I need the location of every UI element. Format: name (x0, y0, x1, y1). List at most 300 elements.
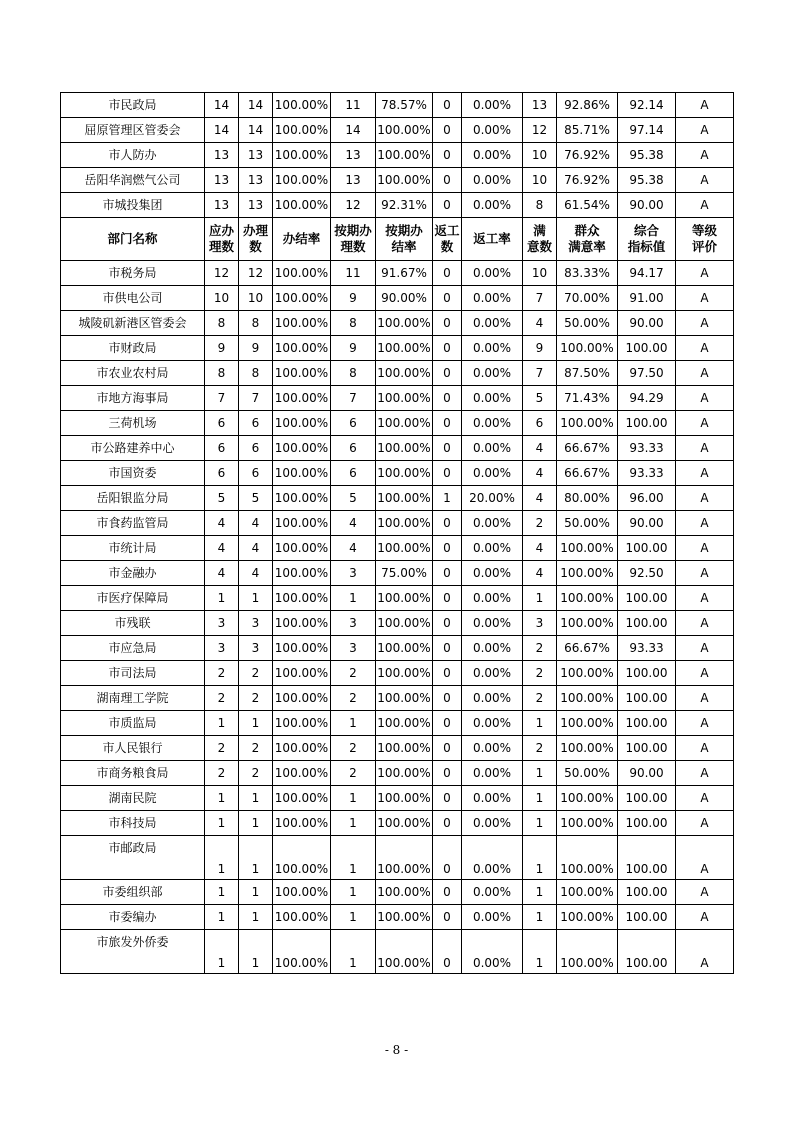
value-cell: 0.00% (462, 711, 523, 736)
value-cell: 1 (205, 905, 239, 930)
value-cell: 100.00% (376, 511, 433, 536)
value-cell: A (676, 286, 734, 311)
value-cell: A (676, 311, 734, 336)
value-cell: 100.00% (376, 336, 433, 361)
value-cell: 10 (239, 286, 273, 311)
value-cell: 1 (239, 836, 273, 880)
value-cell: A (676, 436, 734, 461)
value-cell: 92.50 (618, 561, 676, 586)
value-cell: 1 (523, 880, 557, 905)
value-cell: 50.00% (557, 761, 618, 786)
value-cell: 12 (523, 118, 557, 143)
value-cell: A (676, 736, 734, 761)
table-row (61, 811, 734, 836)
value-cell: 1 (239, 586, 273, 611)
value-cell: 1 (331, 905, 376, 930)
value-cell: 100.00% (376, 836, 433, 880)
value-cell: 14 (239, 93, 273, 118)
value-cell: 2 (205, 661, 239, 686)
value-cell: 90.00 (618, 761, 676, 786)
value-cell: 0.00% (462, 411, 523, 436)
header-cell: 按期办 理数 (331, 218, 376, 261)
department-cell: 屈原管理区管委会 (61, 118, 205, 143)
value-cell: 100.00% (557, 811, 618, 836)
value-cell: 0 (433, 686, 462, 711)
value-cell: 1 (523, 836, 557, 880)
value-cell: 100.00% (376, 761, 433, 786)
value-cell: 5 (523, 386, 557, 411)
value-cell: A (676, 386, 734, 411)
value-cell: 1 (523, 761, 557, 786)
value-cell: 90.00 (618, 311, 676, 336)
value-cell: 0.00% (462, 636, 523, 661)
value-cell: 12 (239, 261, 273, 286)
table-row (61, 168, 734, 193)
value-cell: 97.50 (618, 361, 676, 386)
value-cell: 66.67% (557, 436, 618, 461)
value-cell: 1 (205, 836, 239, 880)
value-cell: 10 (523, 261, 557, 286)
value-cell: 0 (433, 436, 462, 461)
value-cell: 100.00% (557, 561, 618, 586)
value-cell: 90.00% (376, 286, 433, 311)
value-cell: 0 (433, 461, 462, 486)
value-cell: 93.33 (618, 461, 676, 486)
value-cell: 3 (239, 611, 273, 636)
department-cell: 市医疗保障局 (61, 586, 205, 611)
table-row (61, 436, 734, 461)
value-cell: 100.00% (376, 611, 433, 636)
table-header-row (61, 218, 734, 261)
value-cell: 0.00% (462, 661, 523, 686)
department-performance-table (60, 92, 734, 974)
value-cell: 100.00% (273, 811, 331, 836)
department-cell: 岳阳华润燃气公司 (61, 168, 205, 193)
header-cell: 返工率 (462, 218, 523, 261)
value-cell: A (676, 93, 734, 118)
value-cell: 100.00% (376, 461, 433, 486)
value-cell: A (676, 193, 734, 218)
department-cell: 市科技局 (61, 811, 205, 836)
value-cell: 100.00% (376, 436, 433, 461)
value-cell: 4 (523, 436, 557, 461)
value-cell: 0.00% (462, 930, 523, 974)
value-cell: A (676, 711, 734, 736)
value-cell: 0 (433, 636, 462, 661)
table-row (61, 336, 734, 361)
value-cell: 4 (239, 511, 273, 536)
value-cell: 0 (433, 411, 462, 436)
table-row (61, 761, 734, 786)
table-row (61, 411, 734, 436)
value-cell: 71.43% (557, 386, 618, 411)
value-cell: 100.00% (376, 386, 433, 411)
value-cell: 7 (523, 286, 557, 311)
value-cell: 100.00% (376, 486, 433, 511)
value-cell: 13 (523, 93, 557, 118)
value-cell: 100.00% (273, 536, 331, 561)
value-cell: 4 (523, 536, 557, 561)
value-cell: A (676, 836, 734, 880)
value-cell: 7 (205, 386, 239, 411)
value-cell: A (676, 536, 734, 561)
value-cell: 100.00 (618, 336, 676, 361)
value-cell: 2 (523, 636, 557, 661)
value-cell: A (676, 905, 734, 930)
value-cell: A (676, 261, 734, 286)
value-cell: A (676, 143, 734, 168)
value-cell: 100.00% (273, 436, 331, 461)
value-cell: 4 (523, 461, 557, 486)
value-cell: 0.00% (462, 786, 523, 811)
value-cell: 85.71% (557, 118, 618, 143)
department-cell: 市委编办 (61, 905, 205, 930)
table-row (61, 386, 734, 411)
value-cell: 100.00% (273, 386, 331, 411)
value-cell: 1 (331, 711, 376, 736)
value-cell: 91.67% (376, 261, 433, 286)
value-cell: 0.00% (462, 686, 523, 711)
department-cell: 市司法局 (61, 661, 205, 686)
value-cell: 100.00% (273, 411, 331, 436)
value-cell: 100.00% (376, 661, 433, 686)
value-cell: A (676, 636, 734, 661)
value-cell: 8 (331, 311, 376, 336)
value-cell: 66.67% (557, 636, 618, 661)
table-row (61, 661, 734, 686)
value-cell: 100.00% (273, 586, 331, 611)
value-cell: 100.00 (618, 836, 676, 880)
value-cell: 100.00% (376, 711, 433, 736)
value-cell: 4 (239, 536, 273, 561)
value-cell: 95.38 (618, 168, 676, 193)
value-cell: 5 (239, 486, 273, 511)
value-cell: 0 (433, 336, 462, 361)
table-row (61, 786, 734, 811)
value-cell: 83.33% (557, 261, 618, 286)
table-row (61, 611, 734, 636)
value-cell: 1 (239, 930, 273, 974)
value-cell: 8 (331, 361, 376, 386)
value-cell: 1 (205, 930, 239, 974)
value-cell: 0.00% (462, 93, 523, 118)
value-cell: 2 (205, 736, 239, 761)
header-cell: 等级 评价 (676, 218, 734, 261)
value-cell: 4 (239, 561, 273, 586)
value-cell: 11 (331, 261, 376, 286)
value-cell: 100.00% (273, 636, 331, 661)
value-cell: 9 (205, 336, 239, 361)
value-cell: 100.00 (618, 930, 676, 974)
table-row (61, 686, 734, 711)
value-cell: 100.00% (376, 905, 433, 930)
value-cell: 75.00% (376, 561, 433, 586)
value-cell: 10 (523, 143, 557, 168)
value-cell: 93.33 (618, 436, 676, 461)
value-cell: 1 (523, 811, 557, 836)
value-cell: 9 (523, 336, 557, 361)
value-cell: 8 (205, 311, 239, 336)
value-cell: 100.00% (376, 168, 433, 193)
value-cell: 0 (433, 736, 462, 761)
value-cell: A (676, 411, 734, 436)
value-cell: 100.00% (557, 880, 618, 905)
value-cell: 1 (523, 711, 557, 736)
value-cell: 100.00% (557, 661, 618, 686)
value-cell: 8 (205, 361, 239, 386)
value-cell: 6 (205, 411, 239, 436)
value-cell: 0 (433, 511, 462, 536)
value-cell: 0.00% (462, 880, 523, 905)
value-cell: 2 (239, 761, 273, 786)
department-cell: 市旅发外侨委 (61, 930, 205, 974)
value-cell: 8 (239, 361, 273, 386)
value-cell: 100.00% (273, 611, 331, 636)
value-cell: 1 (205, 786, 239, 811)
value-cell: 92.86% (557, 93, 618, 118)
value-cell: 13 (239, 143, 273, 168)
value-cell: A (676, 486, 734, 511)
value-cell: 100.00% (376, 143, 433, 168)
value-cell: 7 (331, 386, 376, 411)
value-cell: 6 (239, 436, 273, 461)
value-cell: 13 (331, 168, 376, 193)
value-cell: 100.00% (273, 193, 331, 218)
value-cell: 2 (239, 736, 273, 761)
value-cell: 12 (205, 261, 239, 286)
department-cell: 市农业农村局 (61, 361, 205, 386)
value-cell: A (676, 761, 734, 786)
value-cell: 100.00 (618, 880, 676, 905)
value-cell: 100.00 (618, 736, 676, 761)
value-cell: 10 (205, 286, 239, 311)
value-cell: 0.00% (462, 461, 523, 486)
table-row (61, 118, 734, 143)
value-cell: 0 (433, 261, 462, 286)
value-cell: 0.00% (462, 143, 523, 168)
value-cell: 0 (433, 661, 462, 686)
value-cell: 50.00% (557, 511, 618, 536)
value-cell: 92.14 (618, 93, 676, 118)
value-cell: 1 (331, 786, 376, 811)
header-cell: 返工 数 (433, 218, 462, 261)
value-cell: 6 (239, 411, 273, 436)
value-cell: 6 (523, 411, 557, 436)
value-cell: 2 (239, 686, 273, 711)
table-row (61, 561, 734, 586)
value-cell: 80.00% (557, 486, 618, 511)
header-cell: 部门名称 (61, 218, 205, 261)
value-cell: 3 (331, 636, 376, 661)
value-cell: 100.00% (273, 711, 331, 736)
value-cell: 0.00% (462, 261, 523, 286)
table-row (61, 361, 734, 386)
value-cell: 0.00% (462, 905, 523, 930)
value-cell: 0 (433, 561, 462, 586)
value-cell: 100.00% (273, 361, 331, 386)
value-cell: 1 (331, 836, 376, 880)
value-cell: 100.00% (273, 118, 331, 143)
value-cell: 1 (239, 711, 273, 736)
value-cell: 4 (205, 511, 239, 536)
value-cell: 0.00% (462, 193, 523, 218)
value-cell: 13 (239, 193, 273, 218)
department-cell: 三荷机场 (61, 411, 205, 436)
value-cell: 0 (433, 311, 462, 336)
value-cell: 100.00% (557, 611, 618, 636)
value-cell: 6 (239, 461, 273, 486)
value-cell: 11 (331, 93, 376, 118)
value-cell: 97.14 (618, 118, 676, 143)
value-cell: A (676, 118, 734, 143)
value-cell: 0 (433, 786, 462, 811)
department-cell: 市统计局 (61, 536, 205, 561)
value-cell: 1 (205, 711, 239, 736)
value-cell: 90.00 (618, 193, 676, 218)
department-cell: 市公路建养中心 (61, 436, 205, 461)
value-cell: 100.00% (273, 905, 331, 930)
value-cell: 9 (239, 336, 273, 361)
value-cell: 100.00 (618, 661, 676, 686)
department-cell: 市地方海事局 (61, 386, 205, 411)
value-cell: 0.00% (462, 586, 523, 611)
table-row (61, 311, 734, 336)
value-cell: A (676, 786, 734, 811)
value-cell: 96.00 (618, 486, 676, 511)
value-cell: 100.00% (557, 786, 618, 811)
value-cell: 100.00 (618, 905, 676, 930)
value-cell: 100.00% (557, 930, 618, 974)
value-cell: A (676, 168, 734, 193)
value-cell: 100.00% (273, 880, 331, 905)
value-cell: 100.00% (273, 486, 331, 511)
value-cell: 100.00% (273, 168, 331, 193)
header-cell: 按期办 结率 (376, 218, 433, 261)
value-cell: 13 (239, 168, 273, 193)
value-cell: 100.00 (618, 786, 676, 811)
value-cell: 0 (433, 93, 462, 118)
value-cell: 14 (239, 118, 273, 143)
value-cell: 1 (205, 811, 239, 836)
value-cell: 100.00% (376, 536, 433, 561)
value-cell: 4 (205, 561, 239, 586)
department-cell: 市食药监管局 (61, 511, 205, 536)
value-cell: 5 (331, 486, 376, 511)
value-cell: 100.00% (376, 118, 433, 143)
value-cell: A (676, 811, 734, 836)
value-cell: 2 (205, 686, 239, 711)
value-cell: 13 (205, 193, 239, 218)
value-cell: 6 (205, 436, 239, 461)
department-cell: 湖南民院 (61, 786, 205, 811)
value-cell: 90.00 (618, 511, 676, 536)
value-cell: 100.00% (273, 511, 331, 536)
value-cell: 6 (331, 436, 376, 461)
value-cell: 0.00% (462, 361, 523, 386)
value-cell: A (676, 361, 734, 386)
value-cell: 100.00% (273, 686, 331, 711)
department-cell: 市供电公司 (61, 286, 205, 311)
table-row (61, 511, 734, 536)
value-cell: 76.92% (557, 143, 618, 168)
value-cell: A (676, 930, 734, 974)
department-cell: 市邮政局 (61, 836, 205, 880)
value-cell: A (676, 511, 734, 536)
value-cell: 0 (433, 118, 462, 143)
value-cell: 0 (433, 536, 462, 561)
department-cell: 市商务粮食局 (61, 761, 205, 786)
value-cell: 1 (239, 880, 273, 905)
value-cell: 100.00% (557, 686, 618, 711)
value-cell: 7 (523, 361, 557, 386)
value-cell: 100.00 (618, 711, 676, 736)
value-cell: 2 (239, 661, 273, 686)
value-cell: 1 (205, 586, 239, 611)
value-cell: A (676, 461, 734, 486)
value-cell: 14 (205, 118, 239, 143)
value-cell: 100.00 (618, 811, 676, 836)
value-cell: 76.92% (557, 168, 618, 193)
value-cell: 87.50% (557, 361, 618, 386)
value-cell: 0 (433, 905, 462, 930)
value-cell: 7 (239, 386, 273, 411)
value-cell: 1 (239, 905, 273, 930)
department-cell: 市税务局 (61, 261, 205, 286)
value-cell: 1 (239, 786, 273, 811)
value-cell: 8 (523, 193, 557, 218)
table-row (61, 143, 734, 168)
value-cell: 66.67% (557, 461, 618, 486)
value-cell: 100.00% (376, 361, 433, 386)
page-number: - 8 - (384, 1043, 409, 1057)
value-cell: 2 (331, 686, 376, 711)
value-cell: 0 (433, 880, 462, 905)
value-cell: 4 (331, 536, 376, 561)
value-cell: 100.00% (557, 586, 618, 611)
value-cell: 2 (205, 761, 239, 786)
value-cell: A (676, 880, 734, 905)
value-cell: 100.00 (618, 536, 676, 561)
department-cell: 岳阳银监分局 (61, 486, 205, 511)
value-cell: 0 (433, 193, 462, 218)
table-row (61, 880, 734, 905)
value-cell: 0.00% (462, 561, 523, 586)
value-cell: 0 (433, 386, 462, 411)
value-cell: 6 (331, 461, 376, 486)
value-cell: 0.00% (462, 611, 523, 636)
table-row (61, 286, 734, 311)
department-cell: 市应急局 (61, 636, 205, 661)
value-cell: 2 (523, 511, 557, 536)
value-cell: 0.00% (462, 511, 523, 536)
value-cell: 91.00 (618, 286, 676, 311)
value-cell: 1 (523, 586, 557, 611)
value-cell: 0.00% (462, 336, 523, 361)
value-cell: 100.00% (376, 311, 433, 336)
value-cell: 0.00% (462, 536, 523, 561)
value-cell: 0.00% (462, 118, 523, 143)
value-cell: 2 (331, 661, 376, 686)
value-cell: 1 (523, 786, 557, 811)
value-cell: 0 (433, 361, 462, 386)
value-cell: 4 (205, 536, 239, 561)
value-cell: 4 (523, 486, 557, 511)
value-cell: 2 (523, 661, 557, 686)
value-cell: 0 (433, 168, 462, 193)
value-cell: A (676, 661, 734, 686)
value-cell: 100.00% (273, 261, 331, 286)
value-cell: 93.33 (618, 636, 676, 661)
